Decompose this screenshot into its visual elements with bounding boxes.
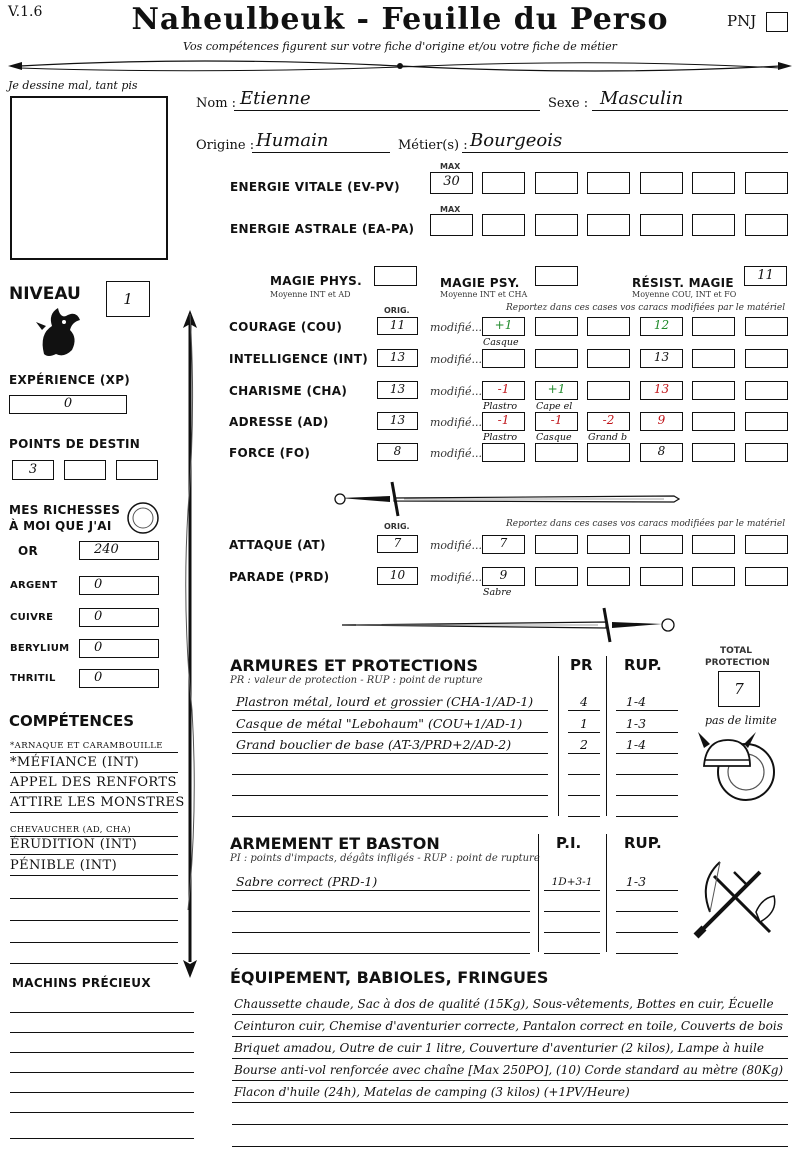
stats-cell-0-1[interactable] xyxy=(482,317,525,336)
combat-cell-0-1[interactable] xyxy=(482,535,525,554)
ea-cell-3[interactable] xyxy=(587,214,630,236)
xp-label: EXPÉRIENCE (XP) xyxy=(9,373,131,387)
sheet-title: Naheulbeuk - Feuille du Perso xyxy=(131,2,669,37)
equipement-line[interactable]: Ceinturon cuir, Chemise d'aventurier correcte, Pantalon correct en toile, Couverts de bois xyxy=(234,1019,783,1033)
richesse-box-2[interactable] xyxy=(79,608,159,627)
combat-cell-0-3[interactable] xyxy=(587,535,630,554)
portrait-box[interactable] xyxy=(10,96,168,260)
ea-label: ENERGIE ASTRALE (EA-PA) xyxy=(230,222,415,236)
sword-ornament-bottom xyxy=(336,604,686,646)
machins-title: MACHINS PRÉCIEUX xyxy=(12,976,151,990)
nom-label: Nom : xyxy=(196,96,237,111)
richesse-box-3[interactable] xyxy=(79,639,159,658)
competence-item[interactable]: ÉRUDITION (INT) xyxy=(10,837,138,852)
stats-orig-value-0: 11 xyxy=(389,318,406,332)
armures-col-pr: PR xyxy=(570,656,593,674)
competence-item[interactable]: *MÉFIANCE (INT) xyxy=(10,755,140,770)
stats-cell-0-2[interactable] xyxy=(535,317,578,336)
stats-cell-3-6[interactable] xyxy=(745,412,788,431)
xp-box[interactable] xyxy=(9,395,127,414)
competence-item[interactable]: ATTIRE LES MONSTRES xyxy=(10,795,185,810)
combat-orig-value-1: 10 xyxy=(389,568,406,582)
coin-icon xyxy=(125,500,161,536)
equipement-line[interactable]: Flacon d'huile (24h), Matelas de camping (3 kilos) (+1PV/Heure) xyxy=(234,1085,630,1099)
stats-report-note: Reportez dans ces cases vos caracs modifiées par le matériel xyxy=(506,303,786,313)
ev-cell-3[interactable] xyxy=(587,172,630,194)
stats-orig-box-4[interactable] xyxy=(377,443,418,461)
richesse-label-0: OR xyxy=(18,544,39,558)
stats-label-2: CHARISME (CHA) xyxy=(229,384,348,398)
armure-rup[interactable]: 1-3 xyxy=(625,716,647,731)
stats-cell-4-2[interactable] xyxy=(535,443,578,462)
stats-cell-1-2[interactable] xyxy=(535,349,578,368)
ev-cell-5[interactable] xyxy=(692,172,735,194)
equipement-title: ÉQUIPEMENT, BABIOLES, FRINGUES xyxy=(230,968,549,987)
ev-label: ENERGIE VITALE (EV-PV) xyxy=(230,180,400,194)
stats-cell-4-6[interactable] xyxy=(745,443,788,462)
ev-cell-4[interactable] xyxy=(640,172,683,194)
total-label-1: TOTAL xyxy=(720,646,752,656)
ea-max-box[interactable] xyxy=(430,214,473,236)
pas-de-limite: pas de limite xyxy=(705,714,777,727)
combat-cell-0-6[interactable] xyxy=(745,535,788,554)
richesse-value-4: 0 xyxy=(94,670,103,685)
stats-cell-2-1[interactable] xyxy=(482,381,525,400)
ea-cell-1[interactable] xyxy=(482,214,525,236)
combat-cell-1-3[interactable] xyxy=(587,567,630,586)
richesse-box-0[interactable] xyxy=(79,541,159,560)
ea-cell-6[interactable] xyxy=(745,214,788,236)
ea-cell-5[interactable] xyxy=(692,214,735,236)
stats-cell-value-2-1: -1 xyxy=(497,382,510,396)
stats-cell-value-3-1: -1 xyxy=(497,413,510,427)
richesse-value-3: 0 xyxy=(94,640,103,655)
stats-cell-2-6[interactable] xyxy=(745,381,788,400)
stats-modifie-label-4: modifié... xyxy=(430,447,482,460)
ev-max-value: 30 xyxy=(443,174,460,189)
combat-cell-1-5[interactable] xyxy=(692,567,735,586)
stats-modifie-label-2: modifié... xyxy=(430,385,482,398)
combat-orig-label: ORIG. xyxy=(384,522,410,531)
combat-modifie-label-0: modifié... xyxy=(430,539,482,552)
stats-cell-value-2-2: +1 xyxy=(547,382,566,396)
weapons-icon xyxy=(690,852,780,942)
stats-orig-value-3: 13 xyxy=(389,413,406,427)
armure-name[interactable]: Plastron métal, lourd et grossier (CHA-1/AD-1) xyxy=(236,694,534,709)
magie-psy-label: MAGIE PSY. xyxy=(440,276,520,290)
magie-psy-box[interactable] xyxy=(535,266,578,286)
sexe-label: Sexe : xyxy=(548,96,589,111)
stats-label-0: COURAGE (COU) xyxy=(229,320,343,334)
stats-modifie-label-1: modifié... xyxy=(430,353,482,366)
equipement-line[interactable]: Briquet amadou, Outre de cuir 1 litre, Couverture d'aventurier (2 kilos), Lampe à huile xyxy=(234,1041,764,1055)
ev-max-box[interactable] xyxy=(430,172,473,194)
total-label-2: PROTECTION xyxy=(705,658,770,668)
combat-orig-value-0: 7 xyxy=(393,536,402,550)
combat-orig-box-0[interactable] xyxy=(377,535,418,553)
richesse-box-4[interactable] xyxy=(79,669,159,688)
combat-cell-1-4[interactable] xyxy=(640,567,683,586)
metier-value[interactable]: Bourgeois xyxy=(470,130,563,151)
stats-cell-4-4[interactable] xyxy=(640,443,683,462)
stats-cell-4-1[interactable] xyxy=(482,443,525,462)
stats-cell-3-3[interactable] xyxy=(587,412,630,431)
ev-cell-2[interactable] xyxy=(535,172,578,194)
total-protection-box[interactable] xyxy=(718,671,760,707)
richesses-label-1: MES RICHESSES xyxy=(9,503,121,517)
stats-cell-value-0-4: 12 xyxy=(653,318,670,332)
stats-modifie-label-0: modifié... xyxy=(430,321,482,334)
niveau-value: 1 xyxy=(123,290,133,308)
destin-box-3[interactable] xyxy=(116,460,158,480)
magie-phys-sub: Moyenne INT et AD xyxy=(270,290,351,299)
pnj-label: PNJ xyxy=(727,12,757,30)
armures-sub: PR : valeur de protection - RUP : point de rupture xyxy=(230,675,483,686)
richesse-box-1[interactable] xyxy=(79,576,159,595)
competences-title: COMPÉTENCES xyxy=(9,712,135,730)
stats-orig-box-1[interactable] xyxy=(377,349,418,367)
stats-cell-1-1[interactable] xyxy=(482,349,525,368)
stats-cell-note-0-1: Casque xyxy=(483,337,519,348)
richesse-label-4: THRITIL xyxy=(10,673,56,684)
competence-item[interactable]: CHEVAUCHER (AD, CHA) xyxy=(10,825,131,835)
destin-box-1[interactable]: 3 xyxy=(12,460,54,480)
stats-cell-2-2[interactable] xyxy=(535,381,578,400)
pnj-checkbox[interactable] xyxy=(766,12,788,32)
stats-cell-1-4[interactable] xyxy=(640,349,683,368)
resist-magie-value: 11 xyxy=(757,268,774,283)
armure-name[interactable]: Grand bouclier de base (AT-3/PRD+2/AD-2) xyxy=(236,737,512,752)
version-label: V.1.6 xyxy=(8,4,43,20)
combat-cell-0-2[interactable] xyxy=(535,535,578,554)
competence-item[interactable]: *ARNAQUE ET CARAMBOUILLE xyxy=(10,741,163,751)
stats-orig-box-0[interactable] xyxy=(377,317,418,335)
combat-cell-1-1[interactable] xyxy=(482,567,525,586)
combat-cell-1-2[interactable] xyxy=(535,567,578,586)
resist-magie-sub: Moyenne COU, INT et FO xyxy=(632,290,737,299)
stats-orig-label: ORIG. xyxy=(384,306,410,315)
richesses-label-2: À MOI QUE J'AI xyxy=(9,519,112,533)
stats-orig-value-2: 13 xyxy=(389,382,406,396)
ev-cell-1[interactable] xyxy=(482,172,525,194)
armure-pr[interactable]: 2 xyxy=(580,737,588,752)
stats-cell-value-4-4: 8 xyxy=(657,444,666,458)
sexe-value[interactable]: Masculin xyxy=(600,88,684,109)
richesse-label-3: BERYLIUM xyxy=(10,643,70,654)
armement-col-rup: RUP. xyxy=(624,834,662,852)
stats-cell-0-4[interactable] xyxy=(640,317,683,336)
stats-cell-1-6[interactable] xyxy=(745,349,788,368)
stats-cell-4-3[interactable] xyxy=(587,443,630,462)
stats-orig-value-1: 13 xyxy=(389,350,406,364)
richesse-label-2: CUIVRE xyxy=(10,612,54,623)
total-protection-value: 7 xyxy=(734,680,744,698)
sheet-subtitle: Vos compétences figurent sur votre fiche d'origine et/ou votre fiche de métier xyxy=(183,40,617,53)
stats-orig-box-2[interactable] xyxy=(377,381,418,399)
stats-cell-3-5[interactable] xyxy=(692,412,735,431)
spear-ornament xyxy=(178,310,202,978)
stats-cell-value-2-4: 13 xyxy=(653,382,670,396)
stats-cell-1-5[interactable] xyxy=(692,349,735,368)
competence-item[interactable]: PÉNIBLE (INT) xyxy=(10,858,118,873)
armures-col-rup: RUP. xyxy=(624,656,662,674)
armures-title: ARMURES ET PROTECTIONS xyxy=(230,656,478,675)
combat-label-1: PARADE (PRD) xyxy=(229,570,330,584)
stats-modifie-label-3: modifié... xyxy=(430,416,482,429)
nom-value[interactable]: Etienne xyxy=(240,88,311,109)
combat-report-note: Reportez dans ces cases vos caracs modifiées par le matériel xyxy=(506,519,786,529)
armure-pr[interactable]: 4 xyxy=(580,694,588,709)
armure-rup[interactable]: 1-4 xyxy=(625,737,647,752)
niveau-label: NIVEAU xyxy=(9,284,81,304)
stats-orig-box-3[interactable] xyxy=(377,412,418,430)
armement-title: ARMEMENT ET BASTON xyxy=(230,834,440,853)
stats-cell-note-3-2: Casque xyxy=(536,432,572,443)
origine-value[interactable]: Humain xyxy=(256,130,329,151)
ea-cell-2[interactable] xyxy=(535,214,578,236)
destin-label: POINTS DE DESTIN xyxy=(9,437,141,451)
stats-cell-note-2-2: Cape el xyxy=(536,401,573,412)
arme-rup[interactable]: 1-3 xyxy=(625,874,647,889)
stats-cell-value-3-2: -1 xyxy=(550,413,563,427)
ea-cell-4[interactable] xyxy=(640,214,683,236)
combat-cell-note-1-1: Sabre xyxy=(483,587,512,598)
stats-cell-2-5[interactable] xyxy=(692,381,735,400)
combat-modifie-label-1: modifié... xyxy=(430,571,482,584)
stats-cell-0-3[interactable] xyxy=(587,317,630,336)
destin-box-2[interactable] xyxy=(64,460,106,480)
portrait-caption: Je dessine mal, tant pis xyxy=(8,79,138,92)
equipement-line[interactable]: Chaussette chaude, Sac à dos de qualité (15Kg), Sous-vêtements, Bottes en cuir, Écuelle xyxy=(234,997,774,1011)
stats-cell-value-3-3: -2 xyxy=(602,413,615,427)
resist-magie-label: RÉSIST. MAGIE xyxy=(632,276,734,290)
ea-max-label: MAX xyxy=(440,205,461,214)
combat-cell-0-5[interactable] xyxy=(692,535,735,554)
xp-value: 0 xyxy=(63,396,73,411)
stats-cell-0-6[interactable] xyxy=(745,317,788,336)
ev-max-label: MAX xyxy=(440,162,461,171)
niveau-box[interactable] xyxy=(106,281,150,317)
sword-ornament-top xyxy=(334,478,684,520)
stats-cell-2-3[interactable] xyxy=(587,381,630,400)
stats-cell-note-3-1: Plastro xyxy=(483,432,518,443)
armure-rup[interactable]: 1-4 xyxy=(625,694,647,709)
richesse-value-0: 240 xyxy=(94,542,119,557)
stats-cell-3-4[interactable] xyxy=(640,412,683,431)
combat-cell-value-0-1: 7 xyxy=(499,536,508,550)
stats-orig-value-4: 8 xyxy=(393,444,402,458)
origine-label: Origine : xyxy=(196,138,255,153)
armement-sub: PI : points d'impacts, dégâts infligés - RUP : point de rupture xyxy=(230,853,540,864)
helmet-shield-icon xyxy=(696,726,780,810)
magie-phys-box[interactable] xyxy=(374,266,417,286)
combat-cell-0-4[interactable] xyxy=(640,535,683,554)
magie-psy-sub: Moyenne INT et CHA xyxy=(440,290,528,299)
combat-cell-1-6[interactable] xyxy=(745,567,788,586)
arme-name[interactable]: Sabre correct (PRD-1) xyxy=(236,874,378,889)
stats-label-1: INTELLIGENCE (INT) xyxy=(229,352,368,366)
stats-cell-3-2[interactable] xyxy=(535,412,578,431)
competence-item[interactable]: APPEL DES RENFORTS xyxy=(10,775,177,790)
stats-label-4: FORCE (FO) xyxy=(229,446,311,460)
stats-cell-value-0-1: +1 xyxy=(494,318,513,332)
armement-col-pi: P.I. xyxy=(556,834,582,852)
richesse-value-2: 0 xyxy=(94,609,103,624)
arme-pi[interactable]: 1D+3-1 xyxy=(551,876,593,888)
stats-cell-0-5[interactable] xyxy=(692,317,735,336)
stats-cell-value-1-4: 13 xyxy=(653,350,670,364)
metier-label: Métier(s) : xyxy=(398,138,468,153)
armure-name[interactable]: Casque de métal "Lebohaum" (COU+1/AD-1) xyxy=(236,716,523,731)
stats-cell-value-3-4: 9 xyxy=(657,413,666,427)
stats-cell-note-3-3: Grand b xyxy=(588,432,628,443)
resist-magie-box[interactable] xyxy=(744,266,787,286)
richesse-value-1: 0 xyxy=(94,577,103,592)
ev-cell-6[interactable] xyxy=(745,172,788,194)
title-ornament xyxy=(0,54,800,78)
combat-label-0: ATTAQUE (AT) xyxy=(229,538,326,552)
equipement-line[interactable]: Bourse anti-vol renforcée avec chaîne [Max 250PO], (10) Corde standard au mètre (80Kg) xyxy=(234,1063,784,1077)
stats-cell-note-2-1: Plastro xyxy=(483,401,518,412)
combat-orig-box-1[interactable] xyxy=(377,567,418,585)
combat-cell-value-1-1: 9 xyxy=(499,568,508,582)
stats-label-3: ADRESSE (AD) xyxy=(229,415,329,429)
stats-cell-2-4[interactable] xyxy=(640,381,683,400)
stats-cell-3-1[interactable] xyxy=(482,412,525,431)
magie-phys-label: MAGIE PHYS. xyxy=(270,274,362,288)
stats-cell-1-3[interactable] xyxy=(587,349,630,368)
armure-pr[interactable]: 1 xyxy=(580,716,588,731)
richesse-label-1: ARGENT xyxy=(10,580,58,591)
stats-cell-4-5[interactable] xyxy=(692,443,735,462)
dragon-icon xyxy=(34,304,84,360)
